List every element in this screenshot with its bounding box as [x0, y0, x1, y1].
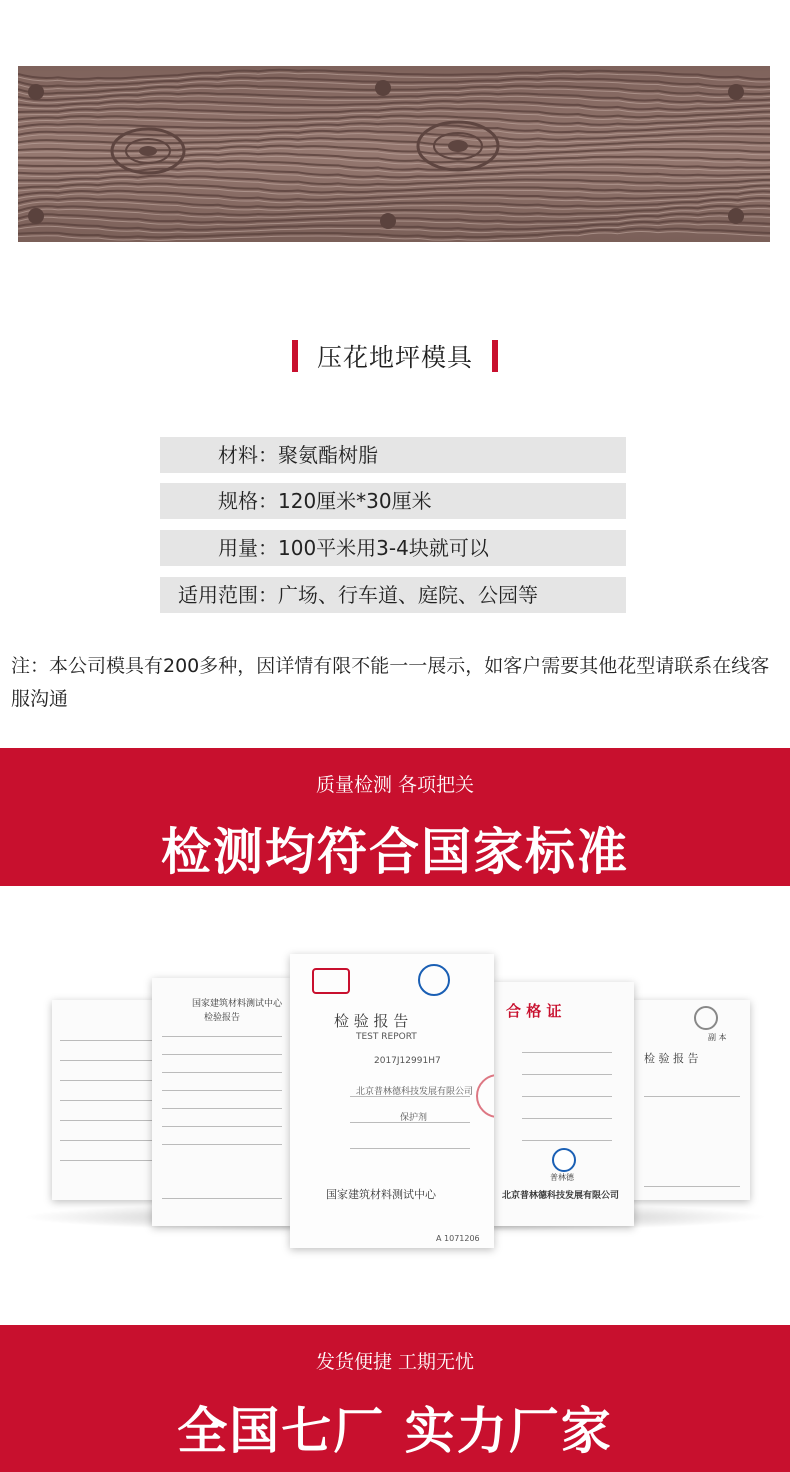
banner-headline: 检测均符合国家标准 — [161, 823, 629, 881]
product-title-block — [0, 338, 790, 388]
cert-left-header: 国家建筑材料测试中心 — [192, 999, 283, 1009]
cert-qualified-brand: 普林德 — [550, 1173, 574, 1182]
cert-serial: A 1071206 — [436, 1234, 480, 1243]
cert-issuer: 国家建筑材料测试中心 — [326, 1188, 436, 1201]
spec-key: 材料： — [218, 443, 278, 467]
spec-row-scope — [160, 577, 626, 613]
spec-row-size — [160, 483, 626, 519]
spec-value: 120厘米*30厘米 — [278, 489, 432, 513]
quality-banner — [0, 748, 790, 886]
certificate-test-report — [290, 954, 494, 1248]
note-text: 注：本公司模具有200多种，因详情有限不能一一展示，如客户需要其他花型请联系在线客服沟通 — [11, 655, 770, 710]
cert-center-title: 检 验 报 告 — [334, 1012, 409, 1030]
certificate-qualified — [492, 982, 634, 1226]
cert-center-subtitle: TEST REPORT — [356, 1032, 417, 1042]
cert-qualified-title: 合 格 证 — [506, 1002, 562, 1020]
cert-logo-icon — [694, 1006, 718, 1030]
title-right-bar — [492, 340, 498, 372]
delivery-banner — [0, 1325, 790, 1472]
seal-stamp-icon — [476, 1074, 494, 1118]
ilac-logo-icon — [418, 964, 450, 996]
spec-key: 规格： — [218, 489, 278, 513]
certificate-far-right — [614, 1000, 750, 1200]
cma-logo-icon — [312, 968, 350, 994]
brand-logo-icon — [552, 1148, 576, 1172]
spec-value: 聚氨酯树脂 — [278, 443, 378, 467]
cert-sample: 保护剂 — [400, 1113, 428, 1123]
certificate-left — [152, 978, 292, 1226]
cert-right2-title: 检 验 报 告 — [644, 1052, 699, 1065]
wood-mold-image — [18, 66, 770, 242]
cert-report-no: 2017J12991H7 — [374, 1056, 441, 1066]
cert-qualified-company: 北京普林德科技发展有限公司 — [502, 1191, 620, 1201]
spec-row-usage — [160, 530, 626, 566]
spec-key: 用量： — [218, 536, 278, 560]
banner-subtitle: 发货便捷 工期无忧 — [315, 1351, 475, 1373]
spec-value: 100平米用3-4块就可以 — [278, 536, 489, 560]
cert-client: 北京普林德科技发展有限公司 — [356, 1087, 474, 1097]
cert-right2-tag: 副 本 — [708, 1033, 727, 1042]
certificates-collage — [0, 930, 790, 1280]
cert-left-title: 检验报告 — [204, 1013, 241, 1023]
certificate-far-left — [52, 1000, 164, 1200]
product-title: 压花地坪模具 — [316, 343, 473, 372]
spec-key: 适用范围： — [178, 583, 278, 607]
title-left-bar — [292, 340, 298, 372]
spec-row-material — [160, 437, 626, 473]
spec-value: 广场、行车道、庭院、公园等 — [278, 583, 538, 607]
banner-headline: 全国七厂 实力厂家 — [177, 1402, 613, 1460]
banner-subtitle: 质量检测 各项把关 — [315, 774, 475, 796]
